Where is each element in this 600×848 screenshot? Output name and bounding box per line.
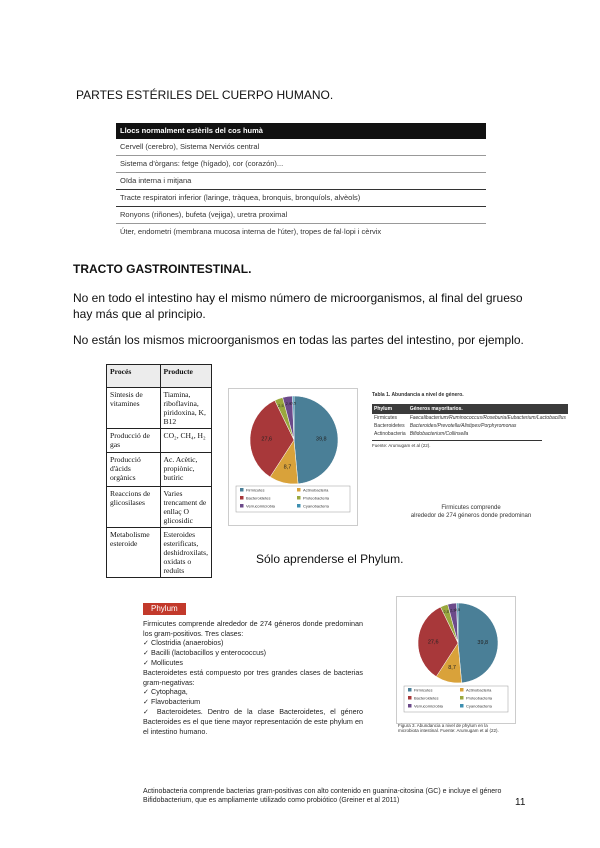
firmicutes-class-list [143,638,363,667]
sterile-table-row: Úter, endometri (membrana mucosa interna de l'úter), tropes de fal·lopi i cèrvix [120,227,382,236]
legend-swatch [460,704,464,708]
legend-entry: Bacteroidetes [246,495,271,501]
phylum-pie-chart-2 [396,596,516,724]
legend-swatch [297,504,301,508]
legend-swatch [408,696,412,700]
pie-value-label: 39,8 [315,436,327,443]
product-cell: CO₂, CH₄, H₂ [160,429,212,453]
pie-value-label: 39,8 [477,639,489,646]
sterile-sites-table [116,123,486,240]
legend-entry: Bacteroidetes [414,695,439,701]
legend-entry: Proteobacteria [466,695,493,701]
product-header: Producte [160,365,212,388]
legend-entry: Cyanobacteria [303,503,329,509]
list-item: ✓ Mollicutes [143,658,363,668]
sterile-table-row: Ronyons (riñones), bufeta (vejiga), uretra proximal [116,207,486,224]
legend-swatch [408,688,412,692]
process-header: Procés [107,365,161,388]
figure-caption: Figura 3. Abundancia a nivel de phylum en la microbiota intestinal. Fuente: Arumugam et al (22). [398,723,499,733]
legend-swatch [297,488,301,492]
process-product-table [106,364,212,578]
firmicutes-intro: Firmicutes comprende alrededor de 274 géneros donde predominan los gram-positivos. Tres clases: [143,618,363,638]
genus-genera-cell: Faecalibacterium/Ruminococcus/Roseburia/Eubacterium/Lactobacillus [409,415,566,421]
legend-entry: Cyanobacteria [466,703,492,709]
legend-swatch [460,696,464,700]
pie-value-label: 0,5 [454,607,461,613]
pie-value-label: 27,6 [261,436,273,443]
genus-table-caption: Tabla 1. Abundancia a nivel de género. [372,392,464,398]
sterile-parts-title: PARTES ESTÉRILES DEL CUERPO HUMANO. [76,88,334,102]
legend-swatch [240,504,244,508]
genus-phylum-cell: Actinobacteria [374,431,406,437]
legend-swatch [460,688,464,692]
genus-header-genera: Géneros mayoritarios. [408,404,568,414]
genus-genera-cell: Bacteroides/Prevotella/Alistipes/Porphyromonas [409,423,517,429]
pie-value-label: 27,6 [427,639,439,646]
list-item: ✓ Clostridia (anaerobios) [143,638,363,648]
genus-table-source: Fuente: Arumugam et al (22). [372,440,542,448]
product-cell: Ac. Acètic, propiònic, butíric [160,453,212,487]
bacteroidetes-intro: Bacteroidetes está compuesto por tres grandes clases de bacterias gram-negativas: [143,667,363,687]
pie-value-label: 0,5 [290,400,297,406]
list-item: ✓ Cytophaga, [143,687,363,697]
legend-swatch [240,488,244,492]
sterile-table-row: Sistema d'òrgans: fetge (hígado), cor (corazón)... [116,156,486,173]
list-item: ✓ Bacteroidetes. Dentro de la clase Bacteroidetes, el género Bacteroides es el que tiene mayor representación de este phylum en el intestino humano. [143,707,363,736]
intestine-paragraph-1: No en todo el intestino hay el mismo número de microorganismos, al final del grueso hay más que al principio. [73,291,523,321]
genus-abundance-table [372,392,566,448]
page-number: 11 [515,797,526,808]
product-cell: Tiamina, riboflavina, piridoxina, K, B12 [160,388,212,429]
legend-swatch [240,496,244,500]
legend-entry: Verrucomicrobia [414,703,443,709]
phylum-tag: Phylum [143,603,186,615]
legend-entry: Actinobacteria [466,687,492,693]
process-cell: Metabolisme esteroide [107,528,161,578]
only-phylum-note: Sólo aprenderse el Phylum. [256,552,404,566]
gastro-section-title: TRACTO GASTROINTESTINAL. [73,262,252,276]
sterile-table-row: Cervell (cerebro), Sistema Nerviós central [116,139,486,156]
actinobacteria-paragraph: Actinobacteria comprende bacterias gram-positivas con alto contenido en guanina-citosina (GC) e incluye el género Bifidobacterium, que es ampliamente utilizado como probiótico (Greiner et al 2011) [143,788,502,804]
list-item: ✓ Flavobacterium [143,697,363,707]
product-cell: Varies trencament de enllaç O glicosidic [160,487,212,528]
legend-swatch [408,704,412,708]
pie-value-label: 2,9 [285,401,292,407]
legend-entry: Firmicutes [414,687,433,693]
sterile-table-row: Oïda interna i mitjana [116,173,486,190]
genus-genera-cell: Bifidobacterium/Collinsella [409,431,469,437]
legend-swatch [297,496,301,500]
process-cell: Síntesis de vitamines [107,388,161,429]
process-cell: Producció de gas [107,429,161,453]
intestine-paragraph-2: No están los mismos microorganismos en todas las partes del intestino, por ejemplo. [73,333,524,347]
phylum-box [143,603,363,736]
firmicutes-note-line: alrededor de 274 géneros donde predominan [410,513,532,519]
legend-entry: Proteobacteria [303,495,330,501]
pie-value-label: 8,7 [283,464,292,471]
legend-entry: Verrucomicrobia [246,503,275,509]
process-cell: Producció d'àcids orgànics [107,453,161,487]
product-cell: Esteroides esterificats, deshidroxilats, oxidats o reduïts [160,528,212,578]
list-item: ✓ Bacilli (lactobacillos y enterococcus) [143,648,363,658]
sterile-table-header: Llocs normalment estèrils del cos humà [116,123,486,139]
legend-entry: Firmicutes [246,487,265,493]
firmicutes-note-line: Firmicutes comprende [441,505,501,511]
phylum-pie-chart-1 [228,388,358,526]
genus-phylum-cell: Firmicutes [374,415,398,421]
firmicutes-note [396,504,546,520]
bacteroidetes-class-list [143,687,363,736]
pie-value-label: 2,5 [278,402,284,408]
sterile-table-row: Tracte respiratori inferior (laringe, tràquea, bronquis, bronquíols, alvèols) [116,190,486,207]
pie-value-label: 2,5 [443,609,449,615]
pie-value-label: 8,7 [448,665,456,672]
process-cell: Reaccions de glicosilases [107,487,161,528]
genus-header-phylum: Phylum [372,404,408,414]
legend-entry: Actinobacteria [303,487,329,493]
genus-phylum-cell: Bacteroidetes [374,423,405,429]
pie-value-label: 2,9 [450,607,456,613]
